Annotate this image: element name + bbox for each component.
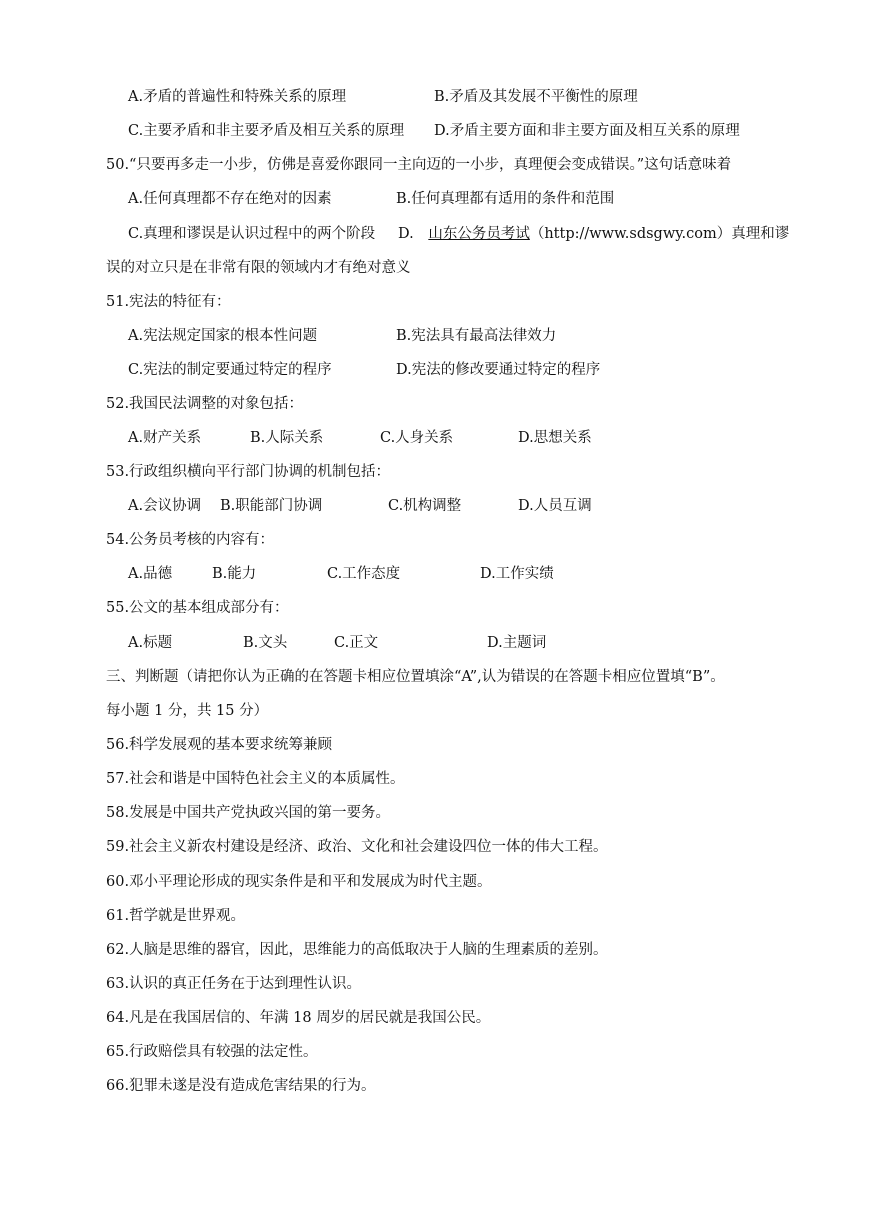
q55-stem: 55.公文的基本组成部分有： [106, 600, 289, 616]
q53-stem: 53.行政组织横向平行部门协调的机制包括： [106, 464, 391, 480]
q53-option-c: C.机构调整 [388, 498, 462, 514]
judgment-question-59: 59.社会主义新农村建设是经济、政治、文化和社会建设四位一体的伟大工程。 [106, 839, 608, 855]
q49-option-d: D.矛盾主要方面和非主要方面及相互关系的原理 [434, 123, 740, 139]
judgment-question-66: 66.犯罪未遂是没有造成危害结果的行为。 [106, 1078, 376, 1094]
q51-option-d: D.宪法的修改要通过特定的程序 [396, 362, 601, 378]
q52-option-a: A.财产关系 [128, 430, 202, 446]
q54-stem: 54.公务员考核的内容有： [106, 532, 275, 548]
q52-option-d: D.思想关系 [518, 430, 592, 446]
q50-option-a: A.任何真理都不存在绝对的因素 [128, 191, 332, 207]
q54-option-c: C.工作态度 [327, 566, 401, 582]
judgment-question-65: 65.行政赔偿具有较强的法定性。 [106, 1044, 318, 1060]
judgment-question-63: 63.认识的真正任务在于达到理性认识。 [106, 976, 362, 992]
q50-option-d-continuation: 误的对立只是在非常有限的领域内才有绝对意义 [106, 260, 411, 276]
q51-stem: 51.宪法的特征有： [106, 294, 231, 310]
q54-option-b: B.能力 [212, 566, 257, 582]
q50-option-b: B.任何真理都有适用的条件和范围 [396, 191, 615, 207]
q53-option-d: D.人员互调 [518, 498, 592, 514]
section-3-heading-continuation: 每小题 1 分，共 15 分） [106, 703, 269, 719]
q55-option-d: D.主题词 [487, 635, 547, 651]
judgment-question-56: 56.科学发展观的基本要求统筹兼顾 [106, 737, 333, 753]
q50-option-d [398, 225, 789, 243]
q54-option-a: A.品德 [128, 566, 173, 582]
sdsgwy-link[interactable]: 山东公务员考试 [428, 226, 530, 242]
q53-option-a: A.会议协调 [128, 498, 202, 514]
judgment-question-62: 62.人脑是思维的器官，因此，思维能力的高低取决于人脑的生理素质的差别。 [106, 942, 608, 958]
section-3-heading: 三、判断题（请把你认为正确的在答题卡相应位置填涂“A”,认为错误的在答题卡相应位置填“B”。 [106, 669, 725, 685]
judgment-question-61: 61.哲学就是世界观。 [106, 908, 246, 924]
q49-option-c: C.主要矛盾和非主要矛盾及相互关系的原理 [128, 123, 405, 139]
q51-option-c: C.宪法的制定要通过特定的程序 [128, 362, 332, 378]
q51-option-b: B.宪法具有最高法律效力 [396, 328, 557, 344]
q52-option-c: C.人身关系 [380, 430, 454, 446]
q49-option-a: A.矛盾的普遍性和特殊关系的原理 [128, 89, 347, 105]
q50-option-d-prefix: D. [398, 226, 414, 242]
q55-option-c: C.正文 [334, 635, 379, 651]
judgment-question-60: 60.邓小平理论形成的现实条件是和平和发展成为时代主题。 [106, 874, 492, 890]
q51-option-a: A.宪法规定国家的根本性问题 [128, 328, 318, 344]
q54-option-d: D.工作实绩 [480, 566, 554, 582]
q52-option-b: B.人际关系 [250, 430, 324, 446]
q53-option-b: B.职能部门协调 [220, 498, 323, 514]
q50-option-c: C.真理和谬误是认识过程中的两个阶段 [128, 226, 376, 242]
q49-option-b: B.矛盾及其发展不平衡性的原理 [434, 89, 638, 105]
q52-stem: 52.我国民法调整的对象包括： [106, 396, 304, 412]
judgment-question-58: 58.发展是中国共产党执政兴国的第一要务。 [106, 805, 391, 821]
q55-option-a: A.标题 [128, 635, 173, 651]
q55-option-b: B.文头 [243, 635, 288, 651]
judgment-question-57: 57.社会和谐是中国特色社会主义的本质属性。 [106, 771, 405, 787]
q50-stem: 50.“只要再多走一小步，仿佛是喜爱你跟同一主向迈的一小步，真理便会变成错误。”这句话意味着 [106, 157, 732, 173]
judgment-question-64: 64.凡是在我国居信的、年满 18 周岁的居民就是我国公民。 [106, 1010, 491, 1026]
q50-option-d-text: （http://www.sdsgwy.com）真理和谬 [529, 226, 790, 242]
